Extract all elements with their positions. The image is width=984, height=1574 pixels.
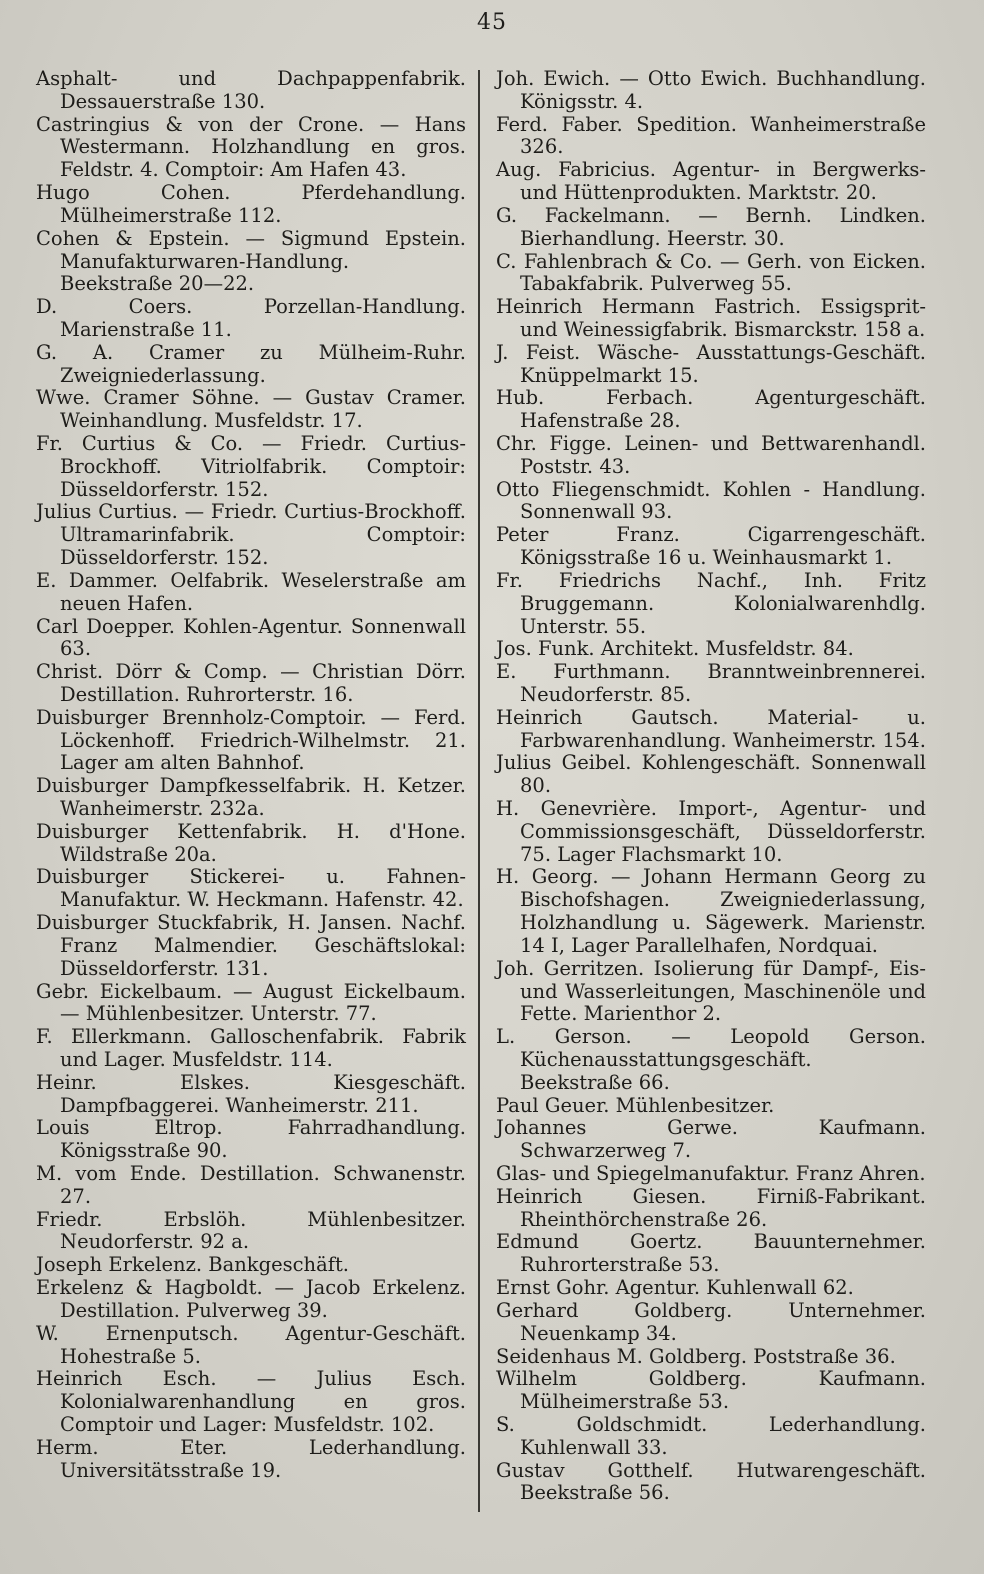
directory-entry: Wwe. Cramer Söhne. — Gustav Cramer. Weinhandlung. Musfeldstr. 17. bbox=[36, 386, 466, 433]
directory-entry: Duisburger Kettenfabrik. H. d'Hone. Wildstraße 20a. bbox=[36, 819, 466, 866]
directory-entry: G. A. Cramer zu Mülheim-Ruhr. Zweigniederlassung. bbox=[36, 340, 466, 387]
directory-entry: Joh. Gerritzen. Isolierung für Dampf-, Eis- und Wasserleitungen, Maschinenöle und Fette. Marienthor 2. bbox=[496, 956, 926, 1026]
directory-entry: Castringius & von der Crone. — Hans Westermann. Holzhandlung en gros. Feldstr. 4. Comptoir: Am Hafen 43. bbox=[36, 112, 466, 182]
directory-entry: Julius Geibel. Kohlengeschäft. Sonnenwall 80. bbox=[496, 751, 926, 798]
directory-entry: Herm. Eter. Lederhandlung. Universitätsstraße 19. bbox=[36, 1435, 466, 1482]
directory-entry: Duisburger Stuckfabrik, H. Jansen. Nachf. Franz Malmendier. Geschäftslokal: Düsseldorferstr. 131. bbox=[36, 911, 466, 980]
directory-entry: Gebr. Eickelbaum. — August Eickelbaum. — Mühlenbesitzer. Unterstr. 77. bbox=[36, 979, 466, 1026]
directory-entry: Asphalt- und Dachpappenfabrik. Dessauerstraße 130. bbox=[36, 67, 466, 113]
directory-entry: Duisburger Brennholz-Comptoir. — Ferd. Löckenhoff. Friedrich-Wilhelmstr. 21. Lager am alten Bahnhof. bbox=[36, 705, 466, 775]
directory-entry: Otto Fliegenschmidt. Kohlen - Handlung. Sonnenwall 93. bbox=[496, 477, 926, 524]
directory-entry: Duisburger Dampfkesselfabrik. H. Ketzer. Wanheimerstr. 232a. bbox=[36, 774, 466, 820]
directory-entry: Heinr. Elskes. Kiesgeschäft. Dampfbaggerei. Wanheimerstr. 211. bbox=[36, 1070, 466, 1117]
page-number: 45 bbox=[477, 10, 507, 35]
directory-entry: Paul Geuer. Mühlenbesitzer. bbox=[496, 1093, 775, 1117]
directory-entry: H. Genevrière. Import-, Agentur- und Commissionsgeschäft, Düsseldorferstr. 75. Lager Flachsmarkt 10. bbox=[496, 797, 926, 866]
left-column bbox=[36, 68, 466, 1482]
directory-entry: Friedr. Erbslöh. Mühlenbesitzer. Neudorferstr. 92 a. bbox=[36, 1207, 466, 1254]
directory-entry: Duisburger Stickerei- u. Fahnen-Manufaktur. W. Heckmann. Hafenstr. 42. bbox=[36, 865, 466, 912]
directory-entry: Chr. Figge. Leinen- und Bettwarenhandl. Poststr. 43. bbox=[496, 432, 926, 478]
directory-entry: Ferd. Faber. Spedition. Wanheimerstraße 326. bbox=[496, 112, 926, 159]
directory-entry: Heinrich Giesen. Firniß-Fabrikant. Rheinthörchenstraße 26. bbox=[496, 1184, 926, 1231]
right-column bbox=[496, 68, 926, 1505]
directory-entry: Edmund Goertz. Bauunternehmer. Ruhrorterstraße 53. bbox=[496, 1230, 926, 1277]
directory-entry: Wilhelm Goldberg. Kaufmann. Mülheimerstraße 53. bbox=[496, 1367, 926, 1414]
directory-entry: Erkelenz & Hagboldt. — Jacob Erkelenz. Destillation. Pulverweg 39. bbox=[36, 1276, 466, 1322]
directory-entry: W. Ernenputsch. Agentur-Geschäft. Hohestraße 5. bbox=[36, 1321, 466, 1368]
directory-entry: Jos. Funk. Architekt. Musfeldstr. 84. bbox=[496, 637, 854, 661]
directory-entry: Julius Curtius. — Friedr. Curtius-Brockhoff. Ultramarinfabrik. Comptoir: Düsseldorferstr. 152. bbox=[36, 500, 466, 570]
directory-entry: G. Fackelmann. — Bernh. Lindken. Bierhandlung. Heerstr. 30. bbox=[496, 203, 926, 250]
directory-entry: Fr. Curtius & Co. — Friedr. Curtius-Brockhoff. Vitriolfabrik. Comptoir: Düsseldorferstr. 152. bbox=[36, 432, 466, 501]
directory-entry: Louis Eltrop. Fahrradhandlung. Königsstraße 90. bbox=[36, 1116, 466, 1163]
directory-entry: Heinrich Esch. — Julius Esch. Kolonialwarenhandlung en gros. Comptoir und Lager: Musfeldstr. 102. bbox=[36, 1367, 466, 1436]
column-divider bbox=[478, 70, 480, 1512]
directory-entry: S. Goldschmidt. Lederhandlung. Kuhlenwall 33. bbox=[496, 1412, 926, 1459]
directory-entry: Glas- und Spiegelmanufaktur. Franz Ahren. bbox=[496, 1162, 926, 1185]
directory-entry: J. Feist. Wäsche- Ausstattungs-Geschäft. Knüppelmarkt 15. bbox=[496, 340, 926, 387]
directory-entry: Cohen & Epstein. — Sigmund Epstein. Manufakturwaren-Handlung. Beekstraße 20—22. bbox=[36, 226, 466, 296]
directory-entry: Fr. Friedrichs Nachf., Inh. Fritz Bruggemann. Kolonialwarenhdlg. Unterstr. 55. bbox=[496, 568, 926, 638]
directory-entry: Joh. Ewich. — Otto Ewich. Buchhandlung. Königsstr. 4. bbox=[496, 67, 926, 113]
directory-entry: Christ. Dörr & Comp. — Christian Dörr. Destillation. Ruhrorterstr. 16. bbox=[36, 660, 466, 706]
directory-entry: F. Ellerkmann. Galloschenfabrik. Fabrik und Lager. Musfeldstr. 114. bbox=[36, 1025, 466, 1071]
directory-entry: Gerhard Goldberg. Unternehmer. Neuenkamp 34. bbox=[496, 1298, 926, 1345]
directory-entry: Heinrich Gautsch. Material- u. Farbwarenhandlung. Wanheimerstr. 154. bbox=[496, 705, 926, 752]
directory-entry: D. Coers. Porzellan-Handlung. Marienstraße 11. bbox=[36, 295, 466, 341]
directory-entry: M. vom Ende. Destillation. Schwanenstr. 27. bbox=[36, 1162, 466, 1208]
directory-entry: Carl Doepper. Kohlen-Agentur. Sonnenwall 63. bbox=[36, 614, 466, 661]
directory-entry: H. Georg. — Johann Hermann Georg zu Bischofshagen. Zweigniederlassung, Holzhandlung u. Sägewerk. Marienstr. 14 I, Lager Parallelhafen, Nordquai. bbox=[496, 865, 926, 957]
directory-entry: Ernst Gohr. Agentur. Kuhlenwall 62. bbox=[496, 1276, 854, 1300]
directory-entry: Seidenhaus M. Goldberg. Poststraße 36. bbox=[496, 1344, 896, 1368]
directory-entry: C. Fahlenbrach & Co. — Gerh. von Eicken. Tabakfabrik. Pulverweg 55. bbox=[496, 249, 926, 296]
directory-entry: Aug. Fabricius. Agentur- in Bergwerks- und Hüttenprodukten. Marktstr. 20. bbox=[496, 158, 926, 205]
directory-entry: E. Furthmann. Branntweinbrennerei. Neudorferstr. 85. bbox=[496, 660, 926, 706]
directory-entry: Hub. Ferbach. Agenturgeschäft. Hafenstraße 28. bbox=[496, 386, 926, 433]
directory-entry: Gustav Gotthelf. Hutwarengeschäft. Beekstraße 56. bbox=[496, 1458, 926, 1505]
directory-entry: E. Dammer. Oelfabrik. Weselerstraße am neuen Hafen. bbox=[36, 568, 466, 615]
directory-entry: Heinrich Hermann Fastrich. Essigsprit- und Weinessigfabrik. Bismarckstr. 158 a. bbox=[496, 295, 926, 341]
directory-entry: Johannes Gerwe. Kaufmann. Schwarzerweg 7. bbox=[496, 1116, 926, 1163]
directory-entry: Hugo Cohen. Pferdehandlung. Mülheimerstraße 112. bbox=[36, 181, 466, 227]
directory-entry: Joseph Erkelenz. Bankgeschäft. bbox=[36, 1253, 349, 1277]
directory-entry: Peter Franz. Cigarrengeschäft. Königsstraße 16 u. Weinhausmarkt 1. bbox=[496, 523, 926, 570]
directory-entry: L. Gerson. — Leopold Gerson. Küchenausstattungsgeschäft. Beekstraße 66. bbox=[496, 1025, 926, 1094]
